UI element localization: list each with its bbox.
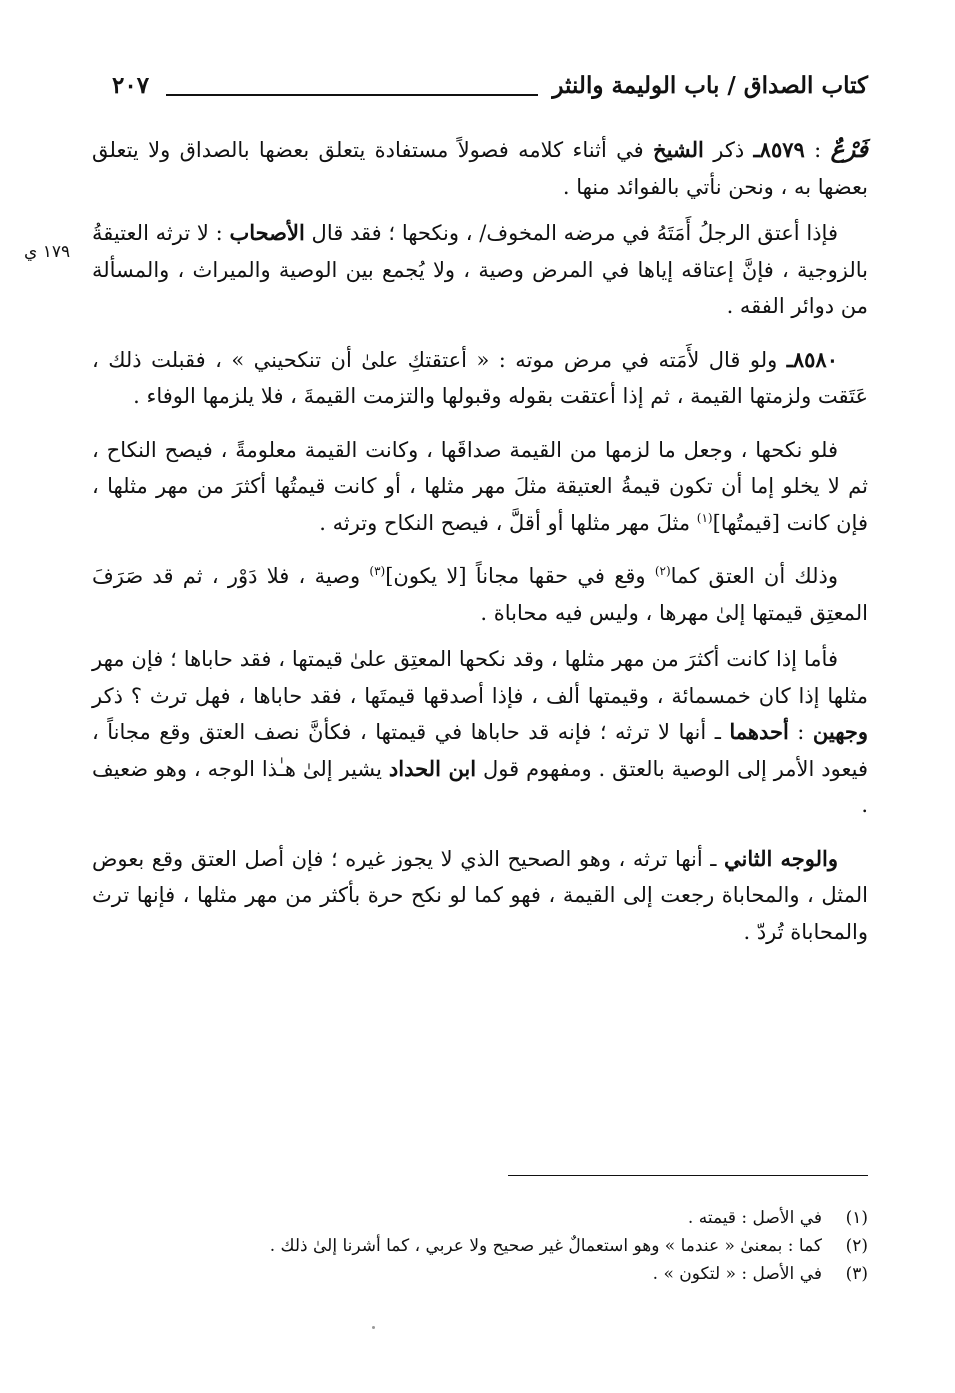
paragraph-text: ولو قال لأَمَته في مرض موته : « أعتقتكِ علىٰ أن تنكحيني » ، فقبلت ذلك ، عَتَقت ولزمتها القيمة ، ثم إذا أعتقت بقوله وقبولها والتزمت القيمةَ ، فلا يلزمها الوفاء . bbox=[92, 347, 868, 408]
paragraph-text: ـ أنها ترثه ، وهو الصحيح الذي لا يجوز غيره ؛ فإن أصل العتق وقع بعوض المثل ، والمحاباة رجعت إلى القيمة ، فهو كما لو نكح حرة بأكثر من مهر مثلها ، فإنها ترث والمحاباة تُردّ . bbox=[92, 846, 868, 944]
term-ahaduhuma: أحدهما bbox=[729, 719, 789, 744]
paragraph-text: مثلَ مهر مثلها أو أقلَّ ، فيصح النكاح وترثه . bbox=[319, 510, 697, 535]
footnote-ref-1[interactable]: (١) bbox=[696, 510, 713, 525]
paragraph-8580 bbox=[92, 342, 868, 415]
colon-text: : bbox=[804, 138, 831, 162]
paragraph-favouritism bbox=[92, 641, 868, 824]
term-ibn-haddad: ابن الحداد bbox=[388, 755, 477, 781]
footnote-text: في الأصل : قيمته . bbox=[687, 1208, 822, 1228]
paragraph-number: ٨٥٨٠ـ bbox=[786, 346, 838, 372]
paragraph-text: : bbox=[788, 720, 813, 744]
page-number: ٢٠٧ bbox=[112, 72, 150, 99]
paragraph-text: وذلك أن العتق كما bbox=[670, 564, 838, 588]
footnote-number: (١) bbox=[845, 1208, 868, 1228]
paragraph-text: في أثناء كلامه فصولاً مستفادة يتعلق بعضها بالصداق ولا يتعلق بعضها به ، ونحن نأتي بالفوائد منها . bbox=[92, 138, 868, 199]
footnote-ref-3[interactable]: (٣) bbox=[369, 564, 386, 578]
footnote-item bbox=[150, 1232, 868, 1260]
footnote-number: (٣) bbox=[845, 1264, 868, 1284]
paragraph-text: ذكر bbox=[703, 138, 754, 162]
paragraph-8579 bbox=[92, 132, 868, 205]
paragraph-marriage bbox=[92, 432, 868, 542]
paragraph-text: وصية ، فلا دَوْر ، ثم قد صَرَفَ المعتِق قيمتها إلىٰ مهرها ، وليس فيه محاباة . bbox=[92, 564, 868, 625]
footnote-item bbox=[150, 1204, 868, 1232]
footnote-number: (٢) bbox=[845, 1236, 868, 1256]
term-wajhayn: وجهين bbox=[812, 719, 868, 744]
term-ashab: الأصحاب bbox=[229, 220, 305, 245]
footnote-text: في الأصل : « لتكون » . bbox=[652, 1264, 822, 1284]
header-rule bbox=[166, 94, 538, 96]
running-header bbox=[96, 72, 868, 112]
paragraph-text: فإذا أعتق الرجلُ أَمَتَهُ في مرضه المخوف/ ، ونكحها ؛ فقد قال bbox=[304, 221, 838, 245]
chapter-title: كتاب الصداق / باب الوليمة والنثر bbox=[552, 72, 868, 99]
paragraph-text: فلو نكحها ، وجعل ما لزمها من القيمة صداقَها ، وكانت القيمة معلومةً ، فيصح النكاح ، ثم لا يخلو إما أن تكون قيمةُ العتيقة مثلَ مهر مثلها ، أو كانت قيمتُها أكثرَ من مهر مثلها ، فإن كانت [قيمتُها] bbox=[92, 437, 868, 535]
footnote-ref-2[interactable]: (٢) bbox=[654, 564, 671, 578]
paragraph-text: يشير إلىٰ هـٰذا الوجه ، وهو ضعيف . bbox=[92, 756, 868, 817]
main-text bbox=[92, 132, 868, 967]
footnotes bbox=[150, 1204, 868, 1288]
margin-folio-note: ١٧٩ ي bbox=[24, 242, 71, 262]
paragraph-text: وقع في حقها مجاناً [لا يكون] bbox=[385, 564, 655, 588]
paragraph-manumission bbox=[92, 215, 868, 325]
branch-heading: فَرْعٌ bbox=[830, 136, 868, 163]
paragraph-text: ـ أنها لا ترثه ؛ فإنه قد حاباها في قيمتها ، فكأنَّ نصف العتق وقع مجاناً ، فيعود الأمر إلى الوصية بالعتق . ومفهوم قول bbox=[92, 720, 868, 781]
term-second-view: والوجه الثاني bbox=[724, 845, 838, 871]
paragraph-reason bbox=[92, 558, 868, 631]
footnote-separator bbox=[508, 1175, 868, 1176]
paragraph-number: ٨٥٧٩ـ bbox=[753, 137, 805, 162]
scan-speck bbox=[372, 1326, 375, 1329]
paragraph-second-view bbox=[92, 841, 868, 951]
paragraph-text: : لا ترثه العتيقةُ بالزوجية ، فإنَّ إعتاقه إياها في المرض وصية ، ولا يُجمع بين الوصية والميراث ، والمسألة من دوائر الفقه . bbox=[92, 221, 868, 318]
paragraph-text: فأما إذا كانت أكثرَ من مهر مثلها ، وقد نكحها المعتِق علىٰ قيمتها ، فقد حاباها ؛ فإن مهر مثلها إذا كان خمسمائة ، وقيمتها ألف ، فإذا أصدقها قيمتَها ، فقد حاباها ، فهل ترث ؟ ذكر bbox=[92, 647, 868, 708]
term-shaykh: الشيخ bbox=[653, 137, 704, 162]
footnote-item bbox=[150, 1260, 868, 1288]
footnote-text: كما : بمعنىٰ « عندما » وهو استعمالٌ غير صحيح ولا عربي ، كما أشرنا إلىٰ ذلك . bbox=[269, 1236, 822, 1256]
